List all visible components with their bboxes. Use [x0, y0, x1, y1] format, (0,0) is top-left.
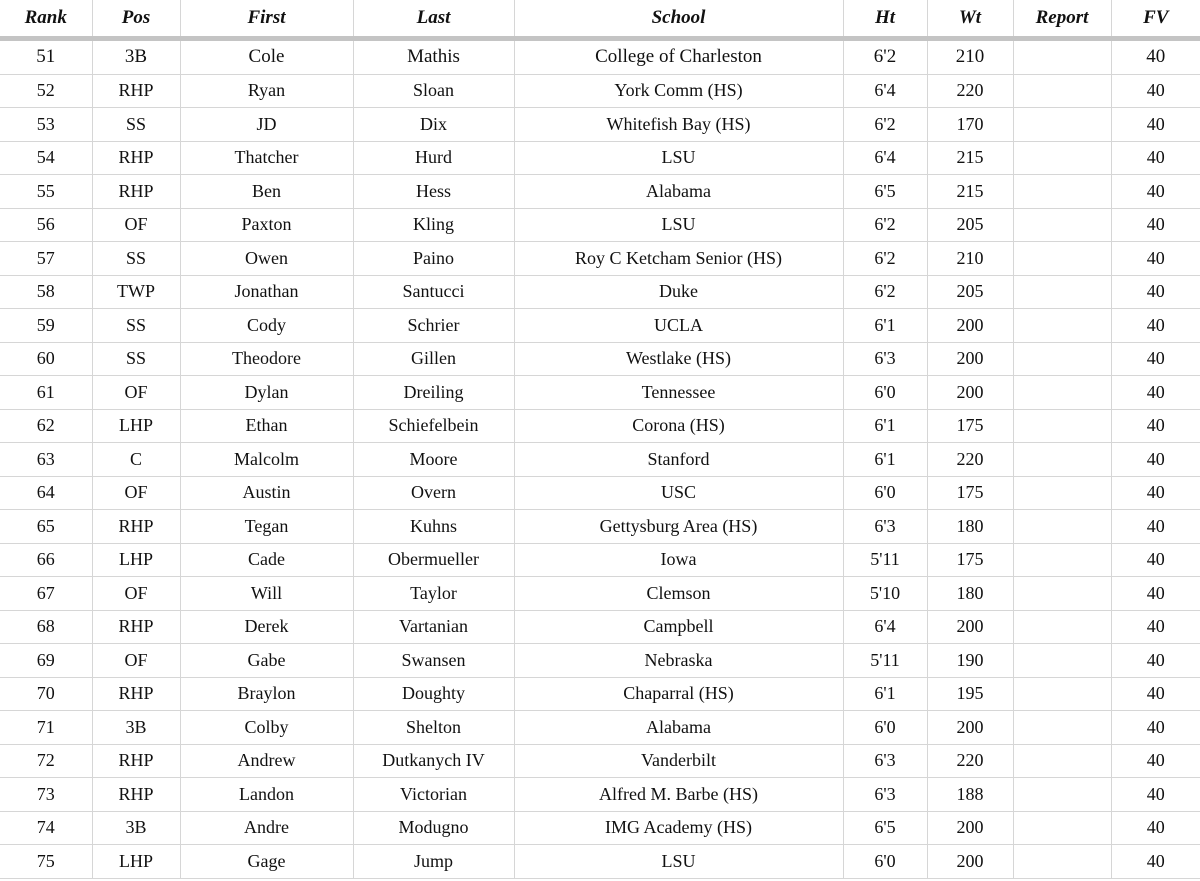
- last-name-cell: Obermueller: [353, 543, 514, 577]
- first-name-cell: Gage: [180, 845, 353, 879]
- height-cell: 6'0: [843, 376, 927, 410]
- school-cell: Alfred M. Barbe (HS): [514, 778, 843, 812]
- weight-cell: 205: [927, 275, 1013, 309]
- table-row: [0, 744, 1200, 778]
- report-cell: [1013, 644, 1111, 678]
- last-name-cell: Vartanian: [353, 610, 514, 644]
- school-cell: College of Charleston: [514, 39, 843, 75]
- table-row: [0, 677, 1200, 711]
- last-name-cell: Schiefelbein: [353, 409, 514, 443]
- fv-cell: 40: [1111, 577, 1200, 611]
- table-row: [0, 610, 1200, 644]
- pos-cell: RHP: [92, 175, 180, 209]
- pos-cell: OF: [92, 208, 180, 242]
- first-name-cell: Gabe: [180, 644, 353, 678]
- table-row: [0, 510, 1200, 544]
- report-cell: [1013, 309, 1111, 343]
- report-cell: [1013, 577, 1111, 611]
- first-name-cell: Cole: [180, 39, 353, 75]
- table-row: [0, 242, 1200, 276]
- header-row: [0, 0, 1200, 39]
- first-name-cell: Cody: [180, 309, 353, 343]
- rank-cell: 73: [0, 778, 92, 812]
- weight-cell: 200: [927, 309, 1013, 343]
- table-row: [0, 309, 1200, 343]
- rank-cell: 57: [0, 242, 92, 276]
- weight-cell: 180: [927, 577, 1013, 611]
- fv-cell: 40: [1111, 409, 1200, 443]
- height-cell: 6'5: [843, 811, 927, 845]
- height-cell: 5'11: [843, 543, 927, 577]
- first-name-cell: Will: [180, 577, 353, 611]
- pos-cell: RHP: [92, 74, 180, 108]
- school-cell: USC: [514, 476, 843, 510]
- height-cell: 5'11: [843, 644, 927, 678]
- pos-cell: LHP: [92, 845, 180, 879]
- rank-cell: 51: [0, 39, 92, 75]
- school-cell: Clemson: [514, 577, 843, 611]
- weight-cell: 200: [927, 342, 1013, 376]
- school-cell: Chaparral (HS): [514, 677, 843, 711]
- report-cell: [1013, 141, 1111, 175]
- weight-cell: 190: [927, 644, 1013, 678]
- school-cell: Roy C Ketcham Senior (HS): [514, 242, 843, 276]
- first-name-cell: Andrew: [180, 744, 353, 778]
- first-name-cell: Cade: [180, 543, 353, 577]
- first-name-cell: JD: [180, 108, 353, 142]
- pos-cell: LHP: [92, 543, 180, 577]
- height-cell: 6'3: [843, 342, 927, 376]
- first-name-cell: Andre: [180, 811, 353, 845]
- last-name-cell: Jump: [353, 845, 514, 879]
- first-name-cell: Ryan: [180, 74, 353, 108]
- last-name-cell: Overn: [353, 476, 514, 510]
- weight-cell: 220: [927, 443, 1013, 477]
- table-row: [0, 577, 1200, 611]
- height-cell: 6'1: [843, 443, 927, 477]
- fv-cell: 40: [1111, 610, 1200, 644]
- rank-cell: 67: [0, 577, 92, 611]
- fv-cell: 40: [1111, 74, 1200, 108]
- report-cell: [1013, 342, 1111, 376]
- weight-cell: 210: [927, 242, 1013, 276]
- height-cell: 6'1: [843, 409, 927, 443]
- weight-cell: 200: [927, 845, 1013, 879]
- last-name-cell: Modugno: [353, 811, 514, 845]
- weight-cell: 195: [927, 677, 1013, 711]
- weight-cell: 220: [927, 744, 1013, 778]
- last-name-cell: Hurd: [353, 141, 514, 175]
- rank-cell: 66: [0, 543, 92, 577]
- header-wt: Wt: [927, 0, 1013, 39]
- table-row: [0, 409, 1200, 443]
- last-name-cell: Kuhns: [353, 510, 514, 544]
- school-cell: UCLA: [514, 309, 843, 343]
- rank-cell: 63: [0, 443, 92, 477]
- school-cell: Corona (HS): [514, 409, 843, 443]
- school-cell: LSU: [514, 845, 843, 879]
- last-name-cell: Doughty: [353, 677, 514, 711]
- height-cell: 5'10: [843, 577, 927, 611]
- last-name-cell: Moore: [353, 443, 514, 477]
- report-cell: [1013, 744, 1111, 778]
- report-cell: [1013, 476, 1111, 510]
- fv-cell: 40: [1111, 208, 1200, 242]
- height-cell: 6'2: [843, 208, 927, 242]
- rank-cell: 61: [0, 376, 92, 410]
- school-cell: IMG Academy (HS): [514, 811, 843, 845]
- weight-cell: 175: [927, 476, 1013, 510]
- rank-cell: 74: [0, 811, 92, 845]
- rank-cell: 52: [0, 74, 92, 108]
- first-name-cell: Dylan: [180, 376, 353, 410]
- height-cell: 6'2: [843, 275, 927, 309]
- pos-cell: RHP: [92, 610, 180, 644]
- table-row: [0, 443, 1200, 477]
- last-name-cell: Gillen: [353, 342, 514, 376]
- school-cell: Duke: [514, 275, 843, 309]
- height-cell: 6'0: [843, 476, 927, 510]
- height-cell: 6'1: [843, 677, 927, 711]
- pos-cell: RHP: [92, 141, 180, 175]
- last-name-cell: Dix: [353, 108, 514, 142]
- last-name-cell: Victorian: [353, 778, 514, 812]
- rank-cell: 72: [0, 744, 92, 778]
- table-row: [0, 811, 1200, 845]
- pos-cell: OF: [92, 376, 180, 410]
- rank-cell: 65: [0, 510, 92, 544]
- report-cell: [1013, 510, 1111, 544]
- fv-cell: 40: [1111, 476, 1200, 510]
- pos-cell: OF: [92, 644, 180, 678]
- first-name-cell: Theodore: [180, 342, 353, 376]
- fv-cell: 40: [1111, 811, 1200, 845]
- pos-cell: SS: [92, 242, 180, 276]
- first-name-cell: Ben: [180, 175, 353, 209]
- table-row: [0, 376, 1200, 410]
- fv-cell: 40: [1111, 510, 1200, 544]
- fv-cell: 40: [1111, 309, 1200, 343]
- school-cell: Stanford: [514, 443, 843, 477]
- weight-cell: 205: [927, 208, 1013, 242]
- report-cell: [1013, 711, 1111, 745]
- rank-cell: 71: [0, 711, 92, 745]
- fv-cell: 40: [1111, 275, 1200, 309]
- report-cell: [1013, 845, 1111, 879]
- fv-cell: 40: [1111, 644, 1200, 678]
- header-ht: Ht: [843, 0, 927, 39]
- weight-cell: 210: [927, 39, 1013, 75]
- first-name-cell: Tegan: [180, 510, 353, 544]
- height-cell: 6'3: [843, 510, 927, 544]
- table-row: [0, 476, 1200, 510]
- rank-cell: 53: [0, 108, 92, 142]
- pos-cell: SS: [92, 342, 180, 376]
- school-cell: Nebraska: [514, 644, 843, 678]
- fv-cell: 40: [1111, 141, 1200, 175]
- report-cell: [1013, 74, 1111, 108]
- height-cell: 6'1: [843, 309, 927, 343]
- last-name-cell: Shelton: [353, 711, 514, 745]
- fv-cell: 40: [1111, 744, 1200, 778]
- height-cell: 6'3: [843, 744, 927, 778]
- table-row: [0, 711, 1200, 745]
- report-cell: [1013, 208, 1111, 242]
- rank-cell: 68: [0, 610, 92, 644]
- first-name-cell: Landon: [180, 778, 353, 812]
- report-cell: [1013, 275, 1111, 309]
- fv-cell: 40: [1111, 845, 1200, 879]
- weight-cell: 200: [927, 711, 1013, 745]
- table-row: [0, 39, 1200, 75]
- pos-cell: RHP: [92, 677, 180, 711]
- pos-cell: 3B: [92, 711, 180, 745]
- report-cell: [1013, 677, 1111, 711]
- fv-cell: 40: [1111, 376, 1200, 410]
- height-cell: 6'0: [843, 845, 927, 879]
- table-row: [0, 275, 1200, 309]
- report-cell: [1013, 175, 1111, 209]
- school-cell: Tennessee: [514, 376, 843, 410]
- last-name-cell: Dutkanych IV: [353, 744, 514, 778]
- report-cell: [1013, 610, 1111, 644]
- first-name-cell: Jonathan: [180, 275, 353, 309]
- fv-cell: 40: [1111, 677, 1200, 711]
- height-cell: 6'2: [843, 242, 927, 276]
- last-name-cell: Sloan: [353, 74, 514, 108]
- school-cell: Gettysburg Area (HS): [514, 510, 843, 544]
- first-name-cell: Paxton: [180, 208, 353, 242]
- fv-cell: 40: [1111, 39, 1200, 75]
- first-name-cell: Thatcher: [180, 141, 353, 175]
- weight-cell: 175: [927, 543, 1013, 577]
- rank-cell: 64: [0, 476, 92, 510]
- table-row: [0, 175, 1200, 209]
- fv-cell: 40: [1111, 342, 1200, 376]
- weight-cell: 170: [927, 108, 1013, 142]
- last-name-cell: Mathis: [353, 39, 514, 75]
- height-cell: 6'5: [843, 175, 927, 209]
- first-name-cell: Derek: [180, 610, 353, 644]
- last-name-cell: Dreiling: [353, 376, 514, 410]
- fv-cell: 40: [1111, 175, 1200, 209]
- pos-cell: C: [92, 443, 180, 477]
- table-row: [0, 108, 1200, 142]
- school-cell: Campbell: [514, 610, 843, 644]
- table-row: [0, 543, 1200, 577]
- school-cell: Alabama: [514, 711, 843, 745]
- first-name-cell: Owen: [180, 242, 353, 276]
- table-row: [0, 342, 1200, 376]
- rank-cell: 58: [0, 275, 92, 309]
- report-cell: [1013, 778, 1111, 812]
- pos-cell: SS: [92, 309, 180, 343]
- weight-cell: 200: [927, 376, 1013, 410]
- weight-cell: 220: [927, 74, 1013, 108]
- table-body: [0, 39, 1200, 879]
- report-cell: [1013, 409, 1111, 443]
- report-cell: [1013, 39, 1111, 75]
- school-cell: Iowa: [514, 543, 843, 577]
- first-name-cell: Colby: [180, 711, 353, 745]
- height-cell: 6'4: [843, 141, 927, 175]
- pos-cell: RHP: [92, 744, 180, 778]
- school-cell: LSU: [514, 208, 843, 242]
- rank-cell: 75: [0, 845, 92, 879]
- table-row: [0, 208, 1200, 242]
- table-row: [0, 644, 1200, 678]
- last-name-cell: Schrier: [353, 309, 514, 343]
- pos-cell: LHP: [92, 409, 180, 443]
- pos-cell: SS: [92, 108, 180, 142]
- rank-cell: 62: [0, 409, 92, 443]
- rank-cell: 56: [0, 208, 92, 242]
- pos-cell: 3B: [92, 811, 180, 845]
- last-name-cell: Paino: [353, 242, 514, 276]
- pos-cell: RHP: [92, 778, 180, 812]
- table-header: [0, 0, 1200, 39]
- height-cell: 6'2: [843, 39, 927, 75]
- fv-cell: 40: [1111, 108, 1200, 142]
- report-cell: [1013, 108, 1111, 142]
- fv-cell: 40: [1111, 543, 1200, 577]
- school-cell: Westlake (HS): [514, 342, 843, 376]
- report-cell: [1013, 443, 1111, 477]
- height-cell: 6'3: [843, 778, 927, 812]
- pos-cell: OF: [92, 476, 180, 510]
- weight-cell: 180: [927, 510, 1013, 544]
- last-name-cell: Hess: [353, 175, 514, 209]
- header-rank: Rank: [0, 0, 92, 39]
- first-name-cell: Malcolm: [180, 443, 353, 477]
- header-fv: FV: [1111, 0, 1200, 39]
- pos-cell: TWP: [92, 275, 180, 309]
- pos-cell: 3B: [92, 39, 180, 75]
- school-cell: Vanderbilt: [514, 744, 843, 778]
- height-cell: 6'4: [843, 610, 927, 644]
- weight-cell: 215: [927, 175, 1013, 209]
- table-row: [0, 74, 1200, 108]
- first-name-cell: Braylon: [180, 677, 353, 711]
- header-report: Report: [1013, 0, 1111, 39]
- weight-cell: 200: [927, 811, 1013, 845]
- header-first: First: [180, 0, 353, 39]
- height-cell: 6'4: [843, 74, 927, 108]
- rank-cell: 60: [0, 342, 92, 376]
- header-pos: Pos: [92, 0, 180, 39]
- rank-cell: 69: [0, 644, 92, 678]
- rank-cell: 55: [0, 175, 92, 209]
- school-cell: Alabama: [514, 175, 843, 209]
- table-row: [0, 778, 1200, 812]
- height-cell: 6'0: [843, 711, 927, 745]
- pos-cell: RHP: [92, 510, 180, 544]
- pos-cell: OF: [92, 577, 180, 611]
- table-row: [0, 141, 1200, 175]
- fv-cell: 40: [1111, 443, 1200, 477]
- fv-cell: 40: [1111, 242, 1200, 276]
- report-cell: [1013, 811, 1111, 845]
- first-name-cell: Ethan: [180, 409, 353, 443]
- last-name-cell: Kling: [353, 208, 514, 242]
- height-cell: 6'2: [843, 108, 927, 142]
- weight-cell: 215: [927, 141, 1013, 175]
- fv-cell: 40: [1111, 778, 1200, 812]
- last-name-cell: Santucci: [353, 275, 514, 309]
- rank-cell: 54: [0, 141, 92, 175]
- last-name-cell: Taylor: [353, 577, 514, 611]
- table-row: [0, 845, 1200, 879]
- school-cell: LSU: [514, 141, 843, 175]
- fv-cell: 40: [1111, 711, 1200, 745]
- school-cell: Whitefish Bay (HS): [514, 108, 843, 142]
- first-name-cell: Austin: [180, 476, 353, 510]
- weight-cell: 175: [927, 409, 1013, 443]
- weight-cell: 200: [927, 610, 1013, 644]
- header-school: School: [514, 0, 843, 39]
- last-name-cell: Swansen: [353, 644, 514, 678]
- report-cell: [1013, 242, 1111, 276]
- rank-cell: 70: [0, 677, 92, 711]
- report-cell: [1013, 376, 1111, 410]
- report-cell: [1013, 543, 1111, 577]
- school-cell: York Comm (HS): [514, 74, 843, 108]
- header-last: Last: [353, 0, 514, 39]
- weight-cell: 188: [927, 778, 1013, 812]
- rank-cell: 59: [0, 309, 92, 343]
